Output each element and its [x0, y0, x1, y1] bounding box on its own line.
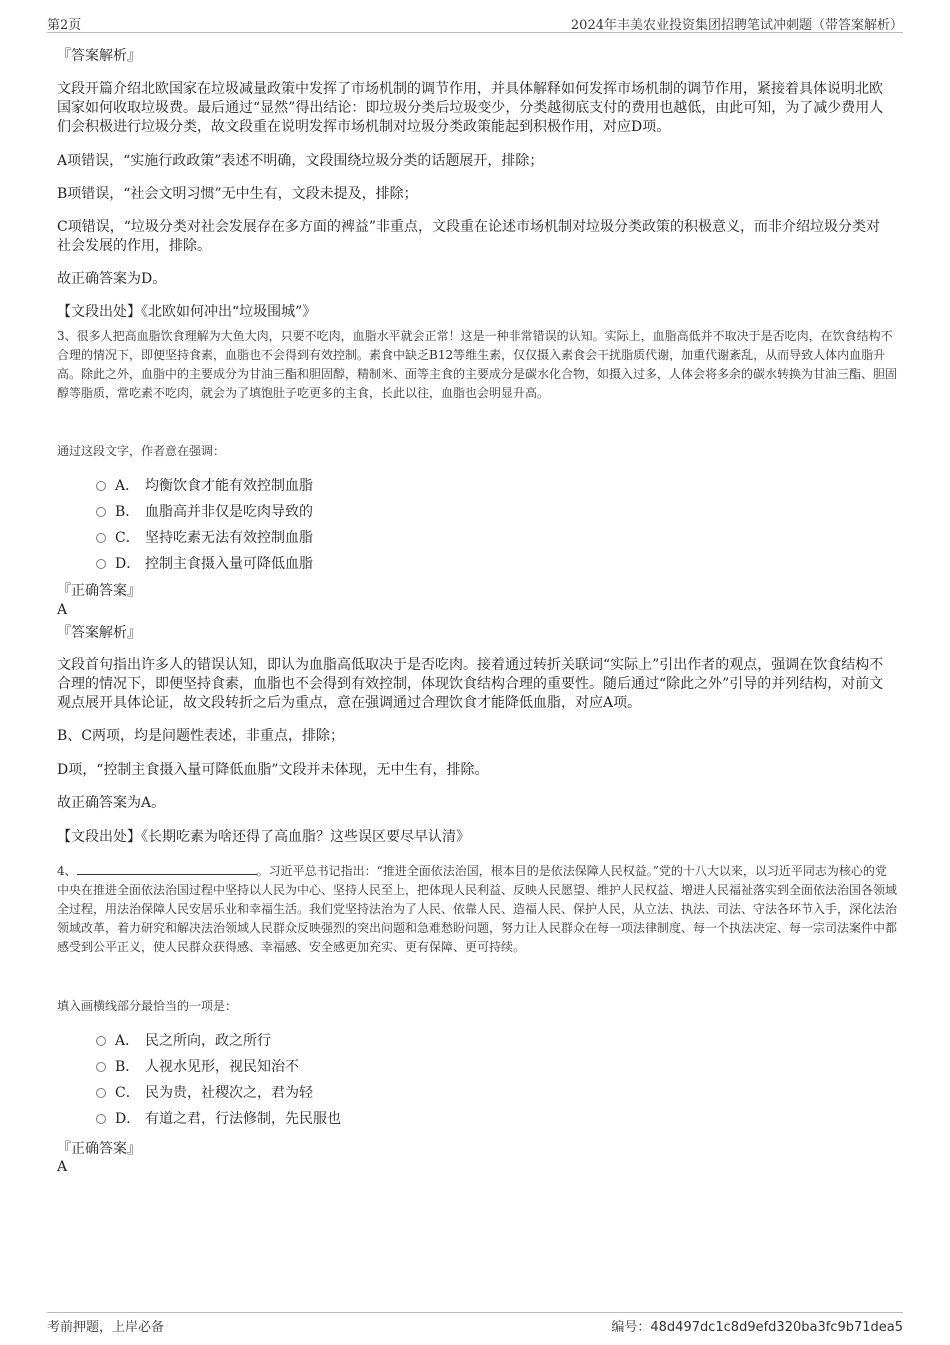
q3-analysis-p2: B、C两项，均是问题性表述，非重点，排除； [57, 728, 344, 744]
document-title: 2024年丰美农业投资集团招聘笔试冲刺题（带答案解析） [570, 18, 903, 33]
q3-option-b[interactable]: B． 血脂高并非仅是吃肉导致的 [96, 502, 313, 522]
q3-option-c[interactable]: C． 坚持吃素无法有效控制血脂 [96, 528, 313, 548]
q2-analysis-p3: B项错误，“社会文明习惯”无中生有，文段未提及，排除； [57, 186, 418, 202]
q4-option-d[interactable]: D． 有道之君，行法修制，先民服也 [96, 1109, 341, 1129]
q3-analysis-p3: D项，“控制主食摄入量可降低血脂”文段并未体现，无中生有，排除。 [57, 762, 489, 778]
radio-icon[interactable] [96, 1088, 106, 1098]
q4-answer-label: 『正确答案』 [57, 1141, 141, 1157]
radio-icon[interactable] [96, 507, 106, 517]
q3-option-d[interactable]: D． 控制主食摄入量可降低血脂 [96, 554, 313, 574]
q3-prompt: 通过这段文字，作者意在强调： [57, 444, 226, 458]
q4-passage: 4、 。习近平总书记指出：“推进全面依法治国，根本目的是依法保障人民权益。”党的十八大以来，以习近平同志为核心的党中央在推进全面依法治国过程中坚持以人民为中心、坚持人民至上，把体现人民利益、反映人民愿望、维护人民权益、增进人民福祉落实到全面依法治国各领域全过程，用法治保障人民安居乐业和幸福生活。我们党坚持法治为了人民、依靠人民、造福人民、保护人民，从立法、执法、司法、守法各环节入手，深化法治领域改革，着力研究和解决法治领域人民群众反映强烈的突出问题和急难愁盼问题，努力让人民群众在每一项法律制度、每一个执法决定、每一宗司法案件中都感受到公平正义，使人民群众获得感、幸福感、安全感更加充实、更有保障、更可持续。 [57, 864, 898, 954]
radio-icon[interactable] [96, 533, 106, 543]
radio-icon[interactable] [96, 559, 106, 569]
q4-option-c[interactable]: C． 民为贵，社稷次之，君为轻 [96, 1083, 313, 1103]
page-number: 第2页 [47, 18, 82, 33]
document-code: 编号：48d497dc1c8d9efd320ba3fc9b71dea5 [611, 1320, 903, 1335]
q3-passage: 3、很多人把高血脂饮食理解为大鱼大肉，只要不吃肉，血脂水平就会正常！这是一种非常错误的认知。实际上，血脂高低并不取决于是否吃肉，在饮食结构不合理的情况下，即便坚持食素，血脂也不会得到有效控制。素食中缺乏B12等维生素，仅仅摄入素食会干扰脂质代谢，加重代谢紊乱，从而导致人体内血脂升高。除此之外，血脂中的主要成分为甘油三酯和胆固醇，精制米、面等主食的主要成分是碳水化合物，如摄入过多，人体会将多余的碳水转换为甘油三酯、胆固醇等脂质，常吃素不吃肉，就会为了填饱肚子吃更多的主食，长此以往，血脂也会明显升高。 [57, 329, 898, 400]
q3-analysis-p1: 文段首句指出许多人的错误认知，即认为血脂高低取决于是否吃肉。接着通过转折关联词“实际上”引出作者的观点，强调在饮食结构不合理的情况下，即便坚持食素，血脂也不会得到有效控制，体现饮食结构合理的重要性。随后通过“除此之外”引导的并列结构，对前文观点展开具体论证，故文段转折之后为重点，意在强调通过合理饮食才能降低血脂，对应A项。 [57, 657, 884, 711]
radio-icon[interactable] [96, 1114, 106, 1124]
q3-analysis-label: 『答案解析』 [57, 625, 141, 641]
q3-answer: A [57, 602, 68, 618]
q2-analysis-p1: 文段开篇介绍北欧国家在垃圾减量政策中发挥了市场机制的调节作用，并具体解释如何发挥市场机制的调节作用，紧接着具体说明北欧国家如何收取垃圾费。最后通过“显然”得出结论：即垃圾分类后垃圾变少，分类越彻底支付的费用也越低，由此可知，为了减少费用人们会积极进行垃圾分类，故文段重在说明发挥市场机制对垃圾分类政策能起到积极作用，对应D项。 [57, 81, 884, 135]
q2-analysis-p5: 故正确答案为D。 [57, 271, 167, 287]
q4-option-a[interactable]: A． 民之所向，政之所行 [96, 1031, 271, 1051]
q2-source: 【文段出处】《北欧如何冲出“垃圾围城”》 [57, 304, 317, 320]
page-footer [47, 1312, 903, 1335]
radio-icon[interactable] [96, 1036, 106, 1046]
q2-analysis-label: 『答案解析』 [57, 48, 141, 64]
footer-slogan: 考前押题，上岸必备 [47, 1320, 165, 1335]
q3-analysis-p4: 故正确答案为A。 [57, 795, 166, 811]
q4-prompt: 填入画横线部分最恰当的一项是： [57, 999, 238, 1013]
radio-icon[interactable] [96, 481, 106, 491]
radio-icon[interactable] [96, 1062, 106, 1072]
q4-answer: A [57, 1159, 68, 1175]
q2-analysis-p4: C项错误，“垃圾分类对社会发展存在多方面的裨益”非重点，文段重在论述市场机制对垃圾分类政策的积极意义，而非介绍垃圾分类对社会发展的作用，排除。 [57, 219, 881, 254]
q4-option-b[interactable]: B． 人视水见形，视民知治不 [96, 1057, 299, 1077]
q3-answer-label: 『正确答案』 [57, 583, 141, 599]
page-header [47, 12, 903, 33]
q2-analysis-p2: A项错误，“实施行政政策”表述不明确，文段围绕垃圾分类的话题展开，排除； [57, 153, 544, 169]
fill-blank [77, 862, 257, 875]
q3-option-a[interactable]: A． 均衡饮食才能有效控制血脂 [96, 476, 313, 496]
q3-source: 【文段出处】《长期吃素为啥还得了高血脂？这些误区要尽早认清》 [57, 829, 470, 845]
